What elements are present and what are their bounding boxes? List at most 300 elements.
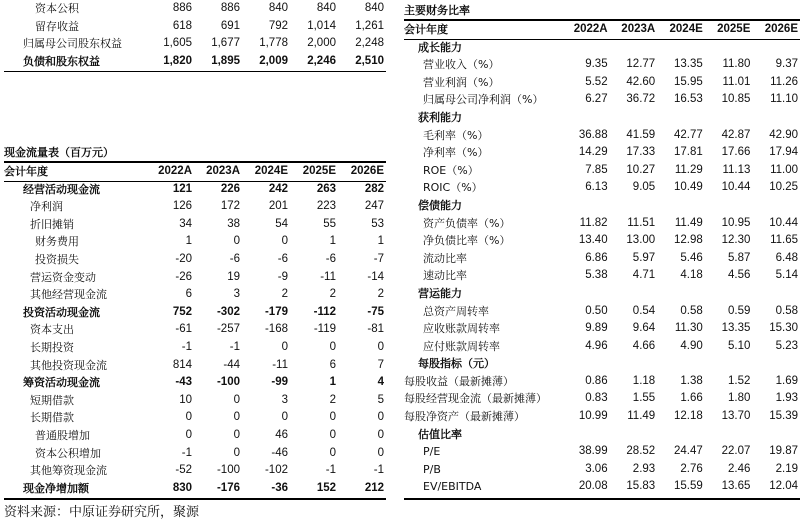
- table-row: [404, 338, 800, 356]
- row-value: [610, 285, 658, 303]
- row-value: -7: [373, 252, 384, 265]
- row-value: 2,248: [355, 37, 384, 50]
- row-value: 6.13: [585, 181, 608, 194]
- table-row: [4, 233, 386, 251]
- row-value: [610, 197, 658, 215]
- section-label: 估值比率: [418, 427, 462, 441]
- row-value: 11.82: [579, 216, 608, 229]
- row-value: 0: [329, 411, 336, 424]
- row-value: 226: [220, 182, 240, 195]
- row-value: 42.90: [769, 128, 798, 141]
- row-value: 1,677: [211, 37, 240, 50]
- row-value: -100: [216, 464, 240, 477]
- row-value: 15.39: [769, 410, 798, 423]
- row-value: 11.26: [770, 75, 798, 88]
- row-label: 每股净资产（最新摊薄）: [404, 410, 525, 424]
- row-value: 10.44: [721, 181, 751, 194]
- row-value: 10.49: [674, 181, 703, 194]
- row-value: 0: [377, 428, 384, 441]
- row-value: 7: [377, 358, 384, 371]
- row-value: 13.00: [626, 234, 656, 247]
- row-value: 9.89: [585, 322, 608, 335]
- row-value: 2: [377, 288, 384, 301]
- row-value: [657, 355, 705, 373]
- row-value: -11: [320, 270, 336, 283]
- row-value: 1,778: [259, 37, 288, 50]
- row-label: 资本公积: [35, 2, 79, 15]
- row-value: [752, 426, 800, 444]
- row-value: 5.23: [775, 339, 798, 352]
- row-value: 1.66: [680, 392, 703, 405]
- row-value: 6: [329, 358, 336, 371]
- row-value: 4: [377, 376, 384, 389]
- table-row: [4, 269, 386, 287]
- row-value: 41.59: [626, 128, 656, 141]
- row-value: -46: [271, 446, 288, 459]
- row-value: 4.71: [632, 269, 656, 282]
- row-value: 11.49: [674, 216, 703, 229]
- table-row: [4, 0, 386, 18]
- section-row: [404, 39, 800, 57]
- row-label: 经营活动现金流: [23, 182, 100, 196]
- table-row: [4, 445, 386, 463]
- row-value: 0: [329, 446, 336, 459]
- ratios-year: 2024E: [669, 23, 703, 35]
- row-value: 10.99: [578, 410, 608, 423]
- row-label: 其他筹资现金流: [30, 464, 107, 478]
- table-row: [404, 408, 800, 426]
- row-value: -20: [175, 252, 192, 265]
- row-value: 19: [227, 270, 240, 283]
- table-row: [4, 304, 386, 322]
- table-row: [4, 357, 386, 375]
- row-value: 13.35: [674, 58, 703, 71]
- row-value: 4.18: [680, 269, 703, 282]
- table-row: [4, 427, 386, 445]
- row-value: -43: [175, 376, 192, 389]
- ratios-statement: [404, 21, 800, 496]
- row-value: 2,510: [355, 54, 384, 67]
- row-value: 152: [316, 481, 336, 494]
- row-value: 12.04: [769, 480, 798, 493]
- row-value: 201: [268, 200, 288, 213]
- row-label: 资本支出: [30, 323, 74, 337]
- row-label: 归属母公司股东权益: [23, 37, 122, 51]
- row-value: [705, 197, 753, 215]
- source-note: 资料来源：中原证券研究所，聚源: [4, 505, 200, 520]
- row-value: [657, 109, 705, 127]
- row-value: [610, 426, 658, 444]
- ratios-table: [404, 21, 800, 496]
- table-row: [404, 162, 800, 180]
- row-value: 11.29: [674, 163, 703, 176]
- row-value: [752, 285, 800, 303]
- row-value: 4.66: [632, 339, 656, 352]
- row-value: 54: [275, 217, 288, 230]
- row-value: 16.53: [674, 93, 703, 106]
- row-value: 886: [220, 2, 240, 14]
- row-value: 1,014: [307, 19, 336, 32]
- table-row: [4, 392, 386, 410]
- ratios-header-rule: [404, 39, 800, 40]
- row-label: ROE（%）: [423, 163, 479, 177]
- row-value: 15.83: [626, 480, 656, 493]
- table-row: [404, 91, 800, 109]
- table-row: [404, 461, 800, 479]
- row-value: 1: [329, 235, 336, 248]
- row-value: 0: [281, 411, 288, 424]
- cashflow-bottom-rule: [4, 498, 386, 500]
- row-value: 121: [172, 182, 192, 195]
- row-value: 15.59: [674, 480, 703, 493]
- row-label: 毛利率（%）: [423, 128, 489, 142]
- row-value: 4.90: [680, 339, 703, 352]
- row-label: 折旧摊销: [30, 217, 74, 231]
- row-value: [610, 109, 658, 127]
- row-value: 9.35: [585, 58, 608, 71]
- cashflow-table: [4, 163, 386, 497]
- row-value: -1: [181, 446, 192, 459]
- row-label: 营业收入（%）: [423, 58, 500, 72]
- row-label: 资本公积增加: [35, 446, 101, 460]
- row-value: 20.08: [578, 480, 608, 493]
- table-row: [4, 480, 386, 498]
- row-value: 0: [377, 411, 384, 424]
- row-label: 财务费用: [35, 235, 79, 249]
- row-value: 0: [329, 340, 336, 353]
- row-value: 12.18: [674, 410, 703, 423]
- row-value: 15.95: [674, 75, 703, 88]
- row-value: 10: [179, 393, 192, 406]
- section-row: [404, 197, 800, 215]
- table-row: [404, 320, 800, 338]
- row-value: 42.87: [721, 128, 751, 141]
- cashflow-header-rule: [4, 181, 386, 182]
- row-value: 1.38: [680, 374, 703, 387]
- row-value: 10.85: [721, 93, 751, 106]
- row-label: 负债和股东权益: [23, 54, 100, 68]
- row-value: 1.18: [632, 374, 656, 387]
- row-value: 5.14: [775, 269, 798, 282]
- row-value: 9.37: [775, 58, 798, 71]
- row-value: 6: [185, 288, 192, 301]
- row-value: 1,605: [163, 37, 192, 50]
- row-value: 0: [185, 411, 192, 424]
- row-value: 0: [233, 446, 240, 459]
- balance-sheet-tail: [4, 0, 386, 70]
- row-label: 总资产周转率: [423, 304, 489, 318]
- row-value: 6.27: [585, 93, 608, 106]
- row-value: 0.86: [585, 374, 608, 387]
- row-value: 1,895: [211, 54, 240, 67]
- row-label: 营运资金变动: [30, 270, 96, 284]
- table-row: [4, 374, 386, 392]
- row-value: 2: [281, 288, 288, 301]
- row-value: [562, 426, 610, 444]
- section-label: 营运能力: [418, 286, 462, 300]
- row-value: 42.77: [674, 128, 703, 141]
- row-label: 营业利润（%）: [423, 75, 500, 89]
- row-label: EV/EBITDA: [423, 480, 482, 494]
- row-value: 223: [316, 200, 336, 213]
- row-value: 5: [377, 393, 384, 406]
- row-value: [752, 39, 800, 57]
- cashflow-header-label: 会计年度: [4, 165, 48, 178]
- row-value: 0: [233, 393, 240, 406]
- row-value: [610, 355, 658, 373]
- row-value: 830: [172, 481, 192, 494]
- row-value: 0.54: [632, 304, 656, 317]
- row-value: [562, 285, 610, 303]
- row-value: -6: [325, 252, 336, 265]
- row-value: -176: [216, 481, 240, 494]
- row-value: 618: [172, 19, 192, 32]
- row-value: -1: [181, 340, 192, 353]
- table-row: [4, 409, 386, 427]
- row-value: 3: [281, 393, 288, 406]
- ratios-year: 2023A: [621, 23, 656, 35]
- row-value: -44: [223, 358, 240, 371]
- row-value: 691: [220, 19, 240, 32]
- row-value: -302: [216, 305, 240, 318]
- cashflow-header-row: [4, 163, 386, 181]
- row-value: -179: [264, 305, 288, 318]
- table-row: [404, 232, 800, 250]
- row-value: 1: [377, 235, 384, 248]
- table-row: [404, 56, 800, 74]
- row-value: 11.49: [627, 410, 656, 423]
- row-value: 17.66: [721, 146, 751, 159]
- row-value: 2.46: [727, 462, 751, 475]
- row-label: 留存收益: [35, 19, 79, 33]
- row-value: 5.97: [632, 251, 656, 264]
- row-value: 5.52: [585, 75, 608, 88]
- row-value: -52: [175, 464, 192, 477]
- table-row: [404, 250, 800, 268]
- table-row: [404, 144, 800, 162]
- row-value: 1.52: [727, 374, 751, 387]
- cashflow-year: 2025E: [302, 165, 336, 177]
- row-label: 其他投资现金流: [30, 358, 107, 372]
- row-value: [657, 39, 705, 57]
- row-value: 36.72: [626, 93, 656, 106]
- row-value: [705, 285, 753, 303]
- row-value: -102: [264, 464, 288, 477]
- row-value: 0: [329, 428, 336, 441]
- row-value: 0: [185, 428, 192, 441]
- row-value: 886: [172, 2, 192, 14]
- row-label: 应付账款周转率: [423, 339, 500, 353]
- row-value: 242: [268, 182, 288, 195]
- row-value: -11: [272, 358, 288, 371]
- row-value: 1.80: [727, 392, 751, 405]
- row-value: 5.10: [727, 339, 751, 352]
- row-label: P/B: [423, 462, 441, 476]
- row-value: [657, 426, 705, 444]
- row-value: 0: [377, 340, 384, 353]
- table-row: [404, 74, 800, 92]
- row-value: -36: [271, 481, 288, 494]
- row-value: 2,246: [307, 54, 336, 67]
- row-value: 1.69: [775, 374, 798, 387]
- row-value: -1: [325, 464, 336, 477]
- row-value: 11.65: [770, 234, 798, 247]
- section-label: 每股指标（元）: [418, 357, 495, 371]
- row-value: 814: [172, 358, 192, 371]
- row-label: 短期借款: [30, 393, 74, 407]
- row-label: 其他经营现金流: [30, 288, 107, 302]
- row-value: 3: [233, 288, 240, 301]
- row-value: 10.95: [721, 216, 751, 229]
- row-value: -75: [367, 305, 384, 318]
- row-label: 筹资活动现金流: [23, 376, 100, 390]
- row-value: 212: [364, 481, 384, 494]
- row-value: 13.35: [721, 322, 751, 335]
- row-value: 34: [179, 217, 192, 230]
- row-value: 2: [329, 288, 336, 301]
- row-value: 11.80: [722, 58, 751, 71]
- row-label: 流动比率: [423, 251, 467, 265]
- row-value: [562, 355, 610, 373]
- row-value: 2.76: [680, 462, 703, 475]
- section-row: [404, 285, 800, 303]
- ratios-header-row: [404, 21, 800, 39]
- row-value: 1,820: [163, 54, 192, 67]
- table-row: [404, 303, 800, 321]
- table-row: [404, 127, 800, 145]
- row-value: 172: [220, 200, 240, 213]
- ratios-header-label: 会计年度: [404, 23, 448, 36]
- table-row: [4, 181, 386, 199]
- row-value: 3.06: [585, 462, 608, 475]
- row-value: 0.59: [727, 304, 751, 317]
- row-label: 每股收益（最新摊薄）: [404, 374, 514, 388]
- row-value: 22.07: [721, 445, 751, 458]
- row-value: 11.10: [770, 93, 798, 106]
- row-value: 11.51: [627, 216, 656, 229]
- row-value: 0: [233, 411, 240, 424]
- row-value: 0.58: [680, 304, 703, 317]
- row-value: -26: [175, 270, 192, 283]
- table-row: [4, 53, 386, 71]
- row-value: 11.00: [770, 163, 798, 176]
- row-value: 1.55: [632, 392, 656, 405]
- section-row: [404, 426, 800, 444]
- section-row: [404, 355, 800, 373]
- row-value: 24.47: [674, 445, 703, 458]
- row-value: 752: [172, 305, 192, 318]
- row-value: 17.33: [626, 146, 656, 159]
- cashflow-year: 2022A: [158, 165, 192, 177]
- table-row: [4, 339, 386, 357]
- row-label: 资产负债率（%）: [423, 216, 511, 230]
- row-value: 17.94: [769, 146, 798, 159]
- section-label: 偿债能力: [418, 198, 462, 212]
- row-value: 13.65: [721, 480, 751, 493]
- balance-sheet-table: [4, 0, 386, 70]
- row-value: 1: [185, 235, 192, 248]
- row-value: -81: [367, 323, 384, 336]
- row-value: [562, 109, 610, 127]
- row-value: 13.70: [721, 410, 751, 423]
- row-value: 55: [323, 217, 336, 230]
- row-value: 6.48: [775, 251, 798, 264]
- row-value: 14.29: [578, 146, 608, 159]
- row-value: [705, 39, 753, 57]
- row-value: 0.50: [585, 304, 608, 317]
- row-value: 2: [329, 393, 336, 406]
- table-row: [404, 179, 800, 197]
- row-value: 19.87: [769, 445, 798, 458]
- row-label: 普通股增加: [35, 428, 90, 442]
- table-row: [404, 443, 800, 461]
- cashflow-title: 现金流量表（百万元）: [4, 146, 114, 159]
- row-label: 净负债比率（%）: [423, 234, 511, 248]
- row-value: 10.27: [626, 163, 656, 176]
- row-value: [705, 109, 753, 127]
- row-value: 13.40: [578, 234, 608, 247]
- row-value: 0: [233, 428, 240, 441]
- row-value: 0.58: [775, 304, 798, 317]
- row-value: -6: [277, 252, 288, 265]
- row-value: 2.19: [775, 462, 798, 475]
- row-value: -9: [277, 270, 288, 283]
- row-value: 2.93: [632, 462, 656, 475]
- table-row: [4, 18, 386, 36]
- row-value: 4.96: [585, 339, 608, 352]
- table-row: [4, 35, 386, 53]
- row-label: 应收账款周转率: [423, 322, 500, 336]
- row-value: [705, 426, 753, 444]
- row-value: 6.86: [585, 251, 608, 264]
- row-value: 126: [172, 200, 192, 213]
- table-row: [4, 216, 386, 234]
- row-label: 长期借款: [30, 411, 74, 425]
- row-value: 17.81: [674, 146, 703, 159]
- row-value: 0: [281, 235, 288, 248]
- row-value: [752, 109, 800, 127]
- row-value: 7.85: [585, 163, 608, 176]
- cashflow-statement: [4, 163, 386, 497]
- ratios-year: 2025E: [717, 23, 751, 35]
- row-value: [562, 39, 610, 57]
- row-value: 46: [275, 428, 288, 441]
- row-value: -168: [264, 323, 288, 336]
- row-value: 1,261: [355, 19, 384, 32]
- row-value: -112: [313, 305, 336, 318]
- row-value: -1: [373, 464, 384, 477]
- section-label: 获利能力: [418, 110, 462, 124]
- row-value: 9.64: [632, 322, 656, 335]
- row-value: 0: [377, 446, 384, 459]
- row-value: 0: [233, 235, 240, 248]
- balance-bottom-rule: [4, 71, 386, 72]
- row-label: 归属母公司净利润（%）: [423, 93, 544, 107]
- row-value: 840: [268, 2, 288, 14]
- row-value: [657, 197, 705, 215]
- row-value: -119: [313, 323, 336, 336]
- table-row: [404, 267, 800, 285]
- row-value: 12.77: [626, 58, 656, 71]
- row-value: 1: [329, 376, 336, 389]
- cashflow-year: 2023A: [206, 165, 240, 177]
- row-label: 现金净增加额: [23, 481, 89, 495]
- table-row: [404, 373, 800, 391]
- row-value: 10.25: [769, 181, 798, 194]
- row-label: 速动比率: [423, 269, 467, 283]
- row-value: 28.52: [626, 445, 656, 458]
- row-label: 长期投资: [30, 340, 74, 354]
